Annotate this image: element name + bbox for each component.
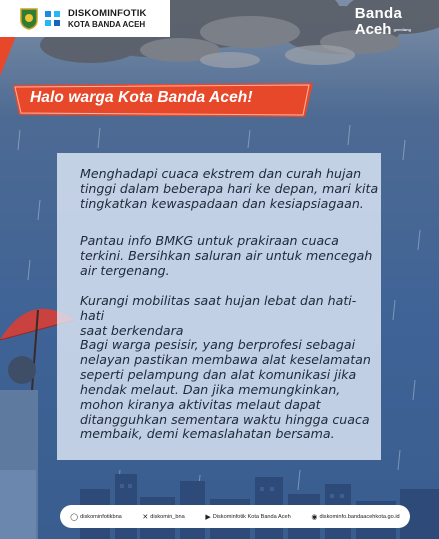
website-url: diskominfo.bandaacehkota.go.id (319, 513, 400, 520)
footer-instagram[interactable] (70, 513, 122, 521)
x-handle: diskomin_bna (150, 513, 185, 520)
paragraph-bmkg: Pantau info BMKG untuk prakiraan cuaca terkini. Bersihkan saluran air untuk mencegah air tergenang. (80, 233, 373, 278)
instagram-handle: diskominfotikbna (80, 513, 122, 520)
headline-text: Halo warga Kota Banda Aceh! (30, 89, 253, 106)
org-name: DISKOMINFOTIK (68, 7, 147, 19)
globe-icon: ◉ (311, 513, 318, 521)
brand-line-2: Aceh (354, 21, 392, 38)
x-icon: ✕ (142, 513, 149, 521)
instagram-icon: ◯ (70, 513, 79, 521)
youtube-channel: Diskominfotik Kota Banda Aceh (212, 513, 291, 520)
footer-website[interactable] (311, 513, 399, 521)
diskominfotik-logo-icon (43, 9, 63, 29)
paragraph-fishermen: Bagi warga pesisir, yang berprofesi sebagai nelayan pastikan membawa alat keselamatan seperti pelampung dan alat komunikasi jika hendak melaut. Dan jika memungkinkan, mohon kiranya aktivitas melaut dapat ditangguhkan sementara waktu hingga cuaca membaik, demi kemaslahatan bersama. (80, 337, 371, 442)
footer-x[interactable] (142, 513, 184, 521)
banda-aceh-brand-logo (355, 6, 411, 38)
social-footer (60, 505, 410, 528)
brand-line-1: Banda (354, 5, 403, 22)
coat-of-arms-icon (20, 8, 38, 30)
paragraph-intro: Menghadapi cuaca ekstrem dan curah hujan tinggi dalam beberapa hari ke depan, mari kita tingkatkan kewaspadaan dan kesiapsiagaan. (80, 166, 379, 211)
youtube-icon: ▶ (205, 513, 211, 521)
brand-tagline: gemilang (393, 27, 411, 33)
paragraph-mobility: Kurangi mobilitas saat hujan lebat dan hati-hati saat berkendara (80, 293, 357, 338)
footer-youtube[interactable] (205, 513, 290, 521)
header-logo-block (0, 0, 170, 37)
org-subtitle: KOTA BANDA ACEH (68, 19, 146, 29)
